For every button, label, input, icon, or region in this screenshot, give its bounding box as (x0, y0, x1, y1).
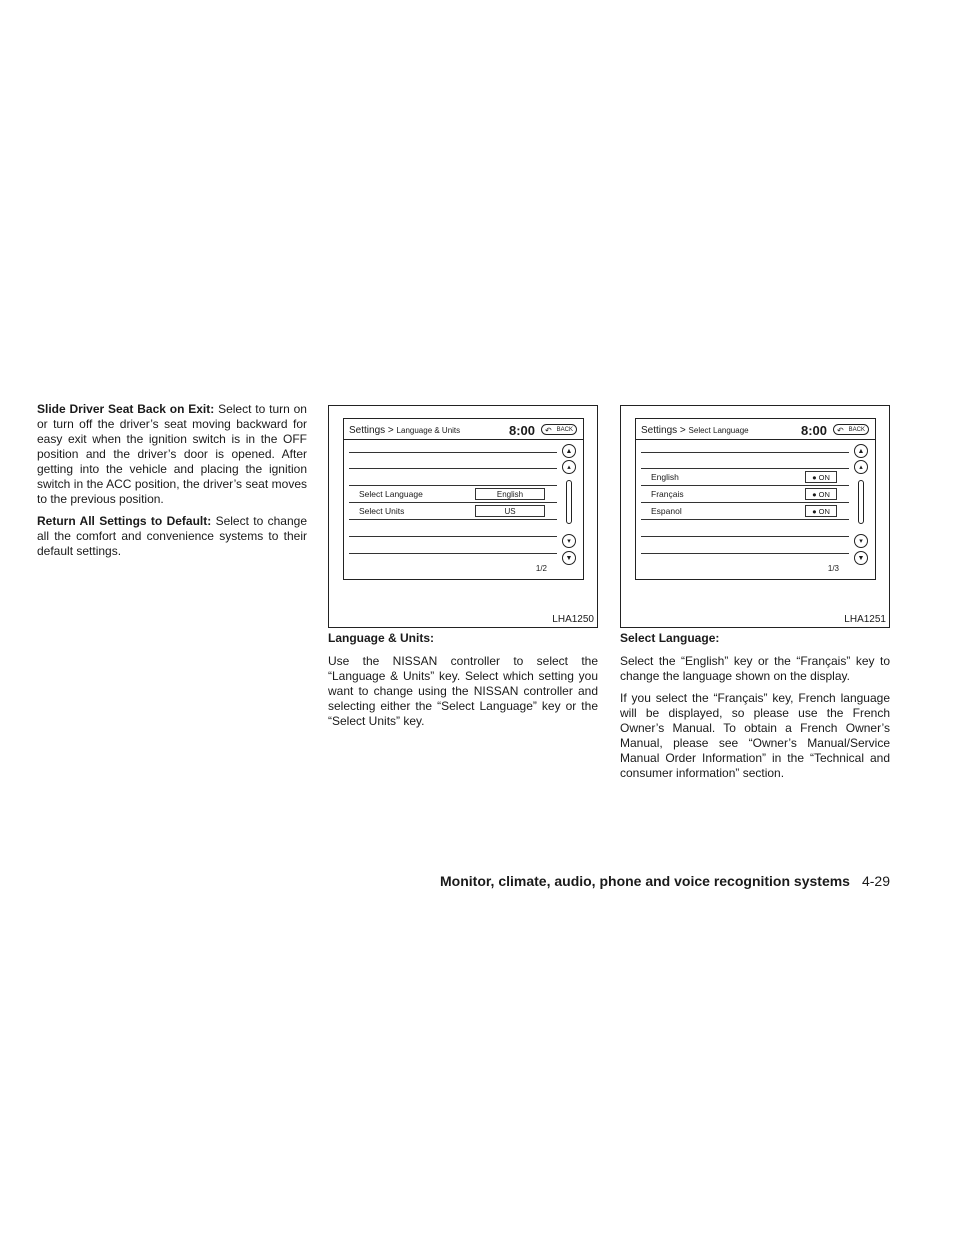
language-menu (641, 452, 849, 554)
menu-row-empty (641, 452, 849, 469)
back-label: BACK (848, 427, 865, 433)
menu-row-empty (641, 520, 849, 537)
screen-title (641, 425, 749, 436)
back-arrow-icon: ↶ (545, 426, 552, 435)
screen-title (349, 425, 460, 436)
scroll-track[interactable] (858, 480, 864, 524)
menu-row-empty (349, 452, 557, 469)
back-arrow-icon: ↶ (837, 426, 844, 435)
header-divider (636, 439, 875, 440)
scrollbar[interactable] (854, 446, 870, 562)
row-label: Espanol (651, 506, 682, 516)
on-indicator: ● ON (805, 471, 837, 483)
screen-select-language (635, 418, 876, 580)
screen-title-main: Settings > (349, 425, 394, 436)
screen-title-sub: Language & Units (396, 426, 461, 435)
menu-row-francais[interactable] (641, 486, 849, 503)
settings-menu (349, 452, 557, 554)
page-indicator: 1/2 (535, 564, 547, 573)
middle-column (328, 631, 598, 736)
page-indicator: 1/3 (827, 564, 839, 573)
on-indicator: ● ON (805, 505, 837, 517)
scrollbar[interactable] (562, 446, 578, 562)
figure-language-units (328, 405, 598, 628)
menu-row-empty (349, 469, 557, 486)
figure-code: LHA1250 (552, 614, 594, 625)
right-column (620, 631, 890, 788)
row-label: Français (651, 489, 684, 499)
figure-code: LHA1251 (844, 614, 886, 625)
menu-row-empty (641, 537, 849, 554)
heading-language-units: Language & Units: (328, 631, 435, 645)
row-label: English (651, 472, 679, 482)
heading-return-default: Return All Settings to Default: (37, 514, 212, 528)
heading-slide-seat: Slide Driver Seat Back on Exit: (37, 402, 215, 416)
menu-row-select-units[interactable] (349, 503, 557, 520)
page-number: 4-29 (861, 873, 890, 889)
menu-row-select-language[interactable] (349, 486, 557, 503)
heading-select-language: Select Language: (620, 631, 720, 645)
header-divider (344, 439, 583, 440)
screen-title-main: Settings > (641, 425, 686, 436)
paragraph-slide-seat (37, 402, 307, 507)
paragraph-select-language-1: Select the “English” key or the “Français” key to change the language shown on the display. (620, 654, 890, 683)
menu-row-empty (349, 537, 557, 554)
clock: 8:00 (800, 423, 827, 438)
back-label: BACK (556, 427, 573, 433)
clock: 8:00 (508, 423, 535, 438)
paragraph-select-language-2: If you select the “Français” key, French language will be displayed, so please use the French Owner’s Manual. To obtain a French Owner’s Manual, please see “Owner’s Manual/Service Manual Order Information” in the “Technical and consumer information” section. (620, 691, 890, 780)
row-value: English (475, 488, 545, 500)
screen-language-units (343, 418, 584, 580)
scroll-up-icon[interactable]: ▴ (854, 460, 868, 474)
figure-select-language (620, 405, 890, 628)
screen-title-sub: Select Language (688, 426, 749, 435)
scroll-bottom-icon[interactable]: ▼ (854, 551, 868, 565)
text-slide-seat: Select to turn on or turn off the driver’s seat moving backward for easy exit when the ignition switch is in the OFF position and the driver’s door is opened. After getting into the vehicle and placing the ignition switch in the ACC position, the driver’s seat moves to the previous position. (37, 402, 307, 506)
row-label: Select Language (359, 489, 423, 499)
row-value: US (475, 505, 545, 517)
back-button[interactable] (833, 424, 869, 435)
section-title: Monitor, climate, audio, phone and voice recognition systems (440, 873, 850, 889)
on-indicator: ● ON (805, 488, 837, 500)
text-return-default: Select to change all the comfort and convenience systems to their default settings. (37, 514, 307, 558)
page-footer (440, 873, 890, 889)
scroll-bottom-icon[interactable]: ▼ (562, 551, 576, 565)
scroll-down-icon[interactable]: ▾ (562, 534, 576, 548)
paragraph-language-units: Use the NISSAN controller to select the “Language & Units” key. Select which setting you want to change using the NISSAN controller and selecting either the “Select Language” key or the “Select Units” key. (328, 654, 598, 728)
row-label: Select Units (359, 506, 405, 516)
scroll-top-icon[interactable]: ▲ (854, 444, 868, 458)
back-button[interactable] (541, 424, 577, 435)
scroll-up-icon[interactable]: ▴ (562, 460, 576, 474)
menu-row-espanol[interactable] (641, 503, 849, 520)
left-column (37, 402, 307, 566)
paragraph-return-default (37, 514, 307, 559)
scroll-down-icon[interactable]: ▾ (854, 534, 868, 548)
scroll-top-icon[interactable]: ▲ (562, 444, 576, 458)
menu-row-empty (349, 520, 557, 537)
menu-row-english[interactable] (641, 469, 849, 486)
scroll-track[interactable] (566, 480, 572, 524)
